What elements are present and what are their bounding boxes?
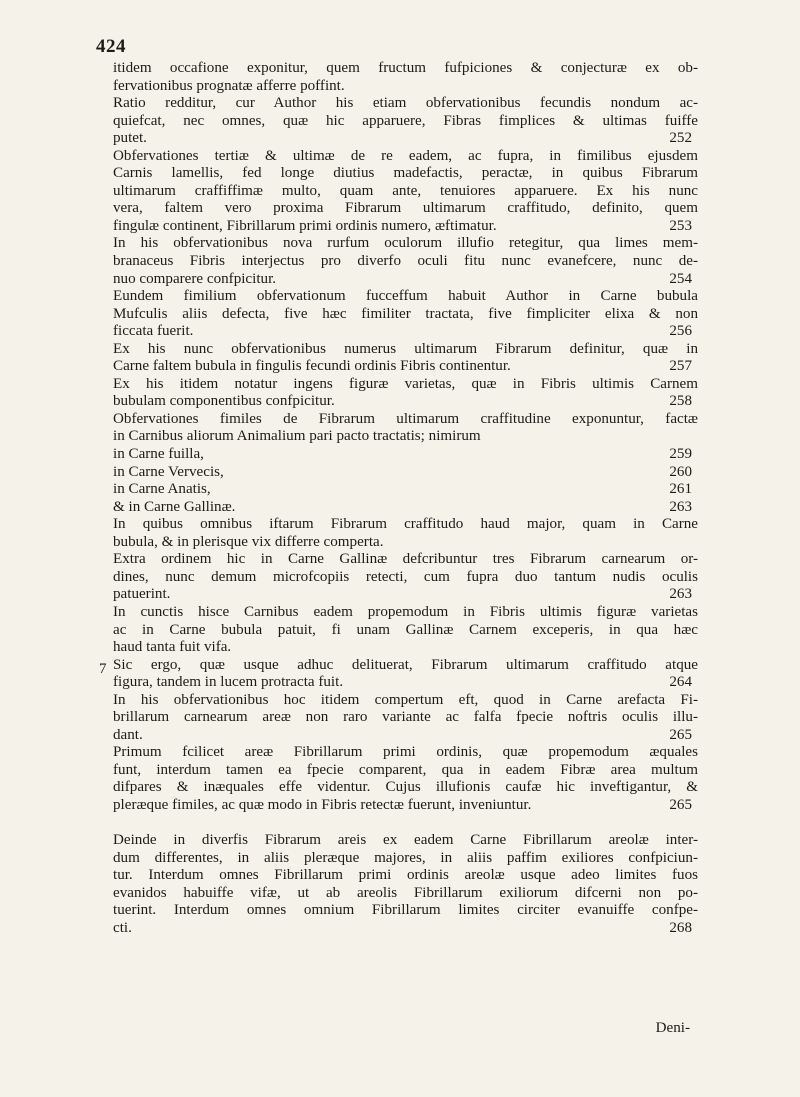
text-line bbox=[113, 499, 698, 517]
section-number: 259 bbox=[669, 446, 692, 463]
text-line: In cunctis hisce Carnibus eadem propemodum in Fibris ultimis figuræ varietas bbox=[113, 603, 698, 620]
text-line: Obfervationes tertiæ & ultimæ de re eadem, ac fupra, in fimilibus ejusdem bbox=[113, 147, 698, 164]
section-number: 261 bbox=[669, 481, 692, 498]
text-line: In quibus omnibus iftarum Fibrarum craffitudo haud major, quam in Carne bbox=[113, 516, 698, 533]
text-line: Sic ergo, quæ usque adhuc delituerat, Fibrarum ultimarum craffitudo atque bbox=[113, 656, 698, 673]
text-line: haud tanta fuit vifa. bbox=[113, 639, 232, 656]
text-line bbox=[113, 727, 698, 745]
section-number: 265 bbox=[669, 726, 692, 743]
section-number: 263 bbox=[669, 498, 692, 515]
text-line bbox=[113, 481, 698, 499]
line-text: in Carne fuilla, bbox=[113, 446, 204, 463]
line-text: bubulam componentibus confpicitur. bbox=[113, 393, 335, 410]
line-text: Carne faltem bubula in fingulis fecundi ordinis Fibris continentur. bbox=[113, 358, 511, 375]
section-number: 254 bbox=[669, 270, 692, 287]
text-line bbox=[113, 586, 698, 604]
section-number: 252 bbox=[669, 130, 692, 147]
text-line: Extra ordinem hic in Carne Gallinæ defcribuntur tres Fibrarum carnearum or- bbox=[113, 551, 698, 568]
text-line: dines, nunc demum microfcopiis retecti, cum fupra duo tantum nudis oculis bbox=[113, 568, 698, 585]
text-line bbox=[113, 920, 698, 938]
text-line: funt, interdum tamen ea fpecie comparent, qua in eadem Fibræ area multum bbox=[113, 761, 698, 778]
section-number: 253 bbox=[669, 217, 692, 234]
text-line: bubula, & in plerisque vix differre comperta. bbox=[113, 533, 384, 550]
text-line bbox=[113, 797, 698, 815]
section-number: 257 bbox=[669, 358, 692, 375]
text-line: Mufculis aliis defecta, five hæc fimiliter tractata, five fimpliciter elixa & non bbox=[113, 305, 698, 322]
text-line bbox=[113, 218, 698, 236]
line-text: in Carne Anatis, bbox=[113, 481, 211, 498]
margin-marker: 7 bbox=[99, 661, 107, 677]
text-line: In his obfervationibus hoc itidem compertum eft, quod in Carne arefacta Fi- bbox=[113, 691, 698, 708]
text-line bbox=[113, 815, 698, 833]
body-text bbox=[113, 60, 698, 937]
text-line: Ratio redditur, cur Author his etiam obfervationibus fecundis nondum ac- bbox=[113, 95, 698, 112]
text-line: ultimarum craffiffimæ multo, quam ante, tenuiores apparuere. Ex his nunc bbox=[113, 182, 698, 199]
text-line: in Carnibus aliorum Animalium pari pacto tractatis; nimirum bbox=[113, 428, 481, 445]
line-text: ficcata fuerit. bbox=[113, 323, 194, 340]
text-line: tur. Interdum omnes Fibrillarum primi ordinis areolæ usque adeo limites fuos bbox=[113, 867, 698, 884]
text-line: Ex his itidem notatur ingens figuræ varietas, quæ in Fibris ultimis Carnem bbox=[113, 375, 698, 392]
text-line: Primum fcilicet areæ Fibrillarum primi ordinis, quæ propemodum æquales bbox=[113, 744, 698, 761]
line-text: & in Carne Gallinæ. bbox=[113, 498, 236, 515]
section-number: 256 bbox=[669, 323, 692, 340]
text-line: Eundem fimilium obfervationum fucceffum habuit Author in Carne bubula bbox=[113, 288, 698, 305]
text-line bbox=[113, 358, 698, 376]
text-line: In his obfervationibus nova rurfum oculorum illufio retegitur, qua limes mem- bbox=[113, 235, 698, 252]
text-line: Ex his nunc obfervationibus numerus ultimarum Fibrarum definitur, quæ in bbox=[113, 340, 698, 357]
line-text: pleræque fimiles, ac quæ modo in Fibris retectæ fuerunt, inveniuntur. bbox=[113, 796, 532, 813]
text-line: evanidos habuiffe vifæ, ut ab areolis Fibrillarum exiliorum difcerni non po- bbox=[113, 884, 698, 901]
line-text: fingulæ continent, Fibrillarum primi ordinis numero, æftimatur. bbox=[113, 217, 497, 234]
line-text: dant. bbox=[113, 726, 143, 743]
line-text: cti. bbox=[113, 919, 132, 936]
text-line bbox=[113, 271, 698, 289]
line-text: patuerint. bbox=[113, 586, 171, 603]
text-line: Deinde in diverfis Fibrarum areis ex eadem Carne Fibrillarum areolæ inter- bbox=[113, 832, 698, 849]
text-line bbox=[113, 323, 698, 341]
text-line: brillarum carnearum areæ non raro variante ac falfa fpecie noftris oculis illu- bbox=[113, 709, 698, 726]
text-line: vera, faltem vero proxima Fibrarum ultimarum craffitudo, definito, quem bbox=[113, 200, 698, 217]
text-line bbox=[113, 393, 698, 411]
text-line: Obfervationes fimiles de Fibrarum ultimarum craffitudine exponuntur, factæ bbox=[113, 410, 698, 427]
section-number: 260 bbox=[669, 463, 692, 480]
text-line bbox=[113, 446, 698, 464]
text-line: quiefcat, nec omnes, quæ hic apparuere, Fibras fimplices & ultimas fuiffe bbox=[113, 112, 698, 129]
section-number: 264 bbox=[669, 674, 692, 691]
line-text: figura, tandem in lucem protracta fuit. bbox=[113, 674, 344, 691]
text-line bbox=[113, 674, 698, 692]
line-text: nuo comparere confpicitur. bbox=[113, 270, 277, 287]
text-line: tuerint. Interdum omnes omnium Fibrillarum limites circiter evanuiffe confpe- bbox=[113, 902, 698, 919]
text-line: Carnis lamellis, fed longe diutius madefactis, peractæ, in quibus Fibrarum bbox=[113, 165, 698, 182]
text-line bbox=[113, 130, 698, 148]
text-line: fervationibus prognatæ afferre poffint. bbox=[113, 77, 345, 94]
section-number: 263 bbox=[669, 586, 692, 603]
text-line: itidem occafione exponitur, quem fructum fufpiciones & conjecturæ ex ob- bbox=[113, 60, 698, 76]
catchword: Deni- bbox=[655, 1020, 690, 1036]
line-text: putet. bbox=[113, 130, 147, 147]
text-line: dum differentes, in aliis pleræque majores, in aliis paffim exiliores confpiciun- bbox=[113, 849, 698, 866]
section-number: 258 bbox=[669, 393, 692, 410]
text-line: branaceus Fibris interjectus pro diverfo oculi fitu nunc evanefcere, nunc de- bbox=[113, 253, 698, 270]
section-number: 265 bbox=[669, 796, 692, 813]
section-number: 268 bbox=[669, 919, 692, 936]
text-line: ac in Carne bubula patuit, fi unam Gallinæ Carnem exceperis, in qua hæc bbox=[113, 621, 698, 638]
text-line: difpares & inæquales effe videntur. Cujus illufionis caufæ hic inveftigantur, & bbox=[113, 779, 698, 796]
line-text: in Carne Vervecis, bbox=[113, 463, 224, 480]
text-line bbox=[113, 464, 698, 482]
page-number: 424 bbox=[96, 36, 126, 57]
